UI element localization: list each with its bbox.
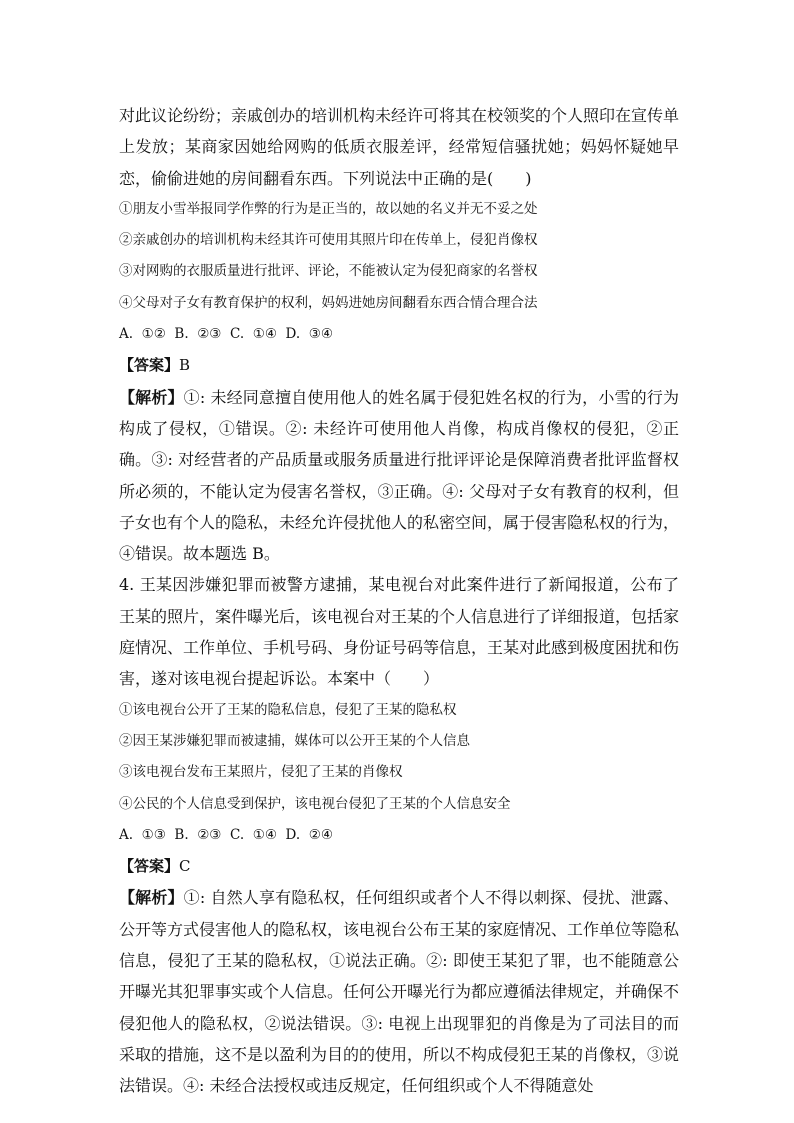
q3-answer — [119, 350, 679, 381]
q4-option-4: ④公民的个人信息受到保护，该电视台侵犯了王某的个人信息安全 — [119, 795, 511, 812]
q3-answer-label: 【答案】 — [119, 356, 180, 375]
q4-answer-label: 【答案】 — [119, 857, 180, 876]
q3-analysis — [119, 382, 679, 570]
q4-option-1: ①该电视台公开了王某的隐私信息，侵犯了王某的隐私权 — [119, 701, 457, 718]
q3-analysis-text: ①: 未经同意擅自使用他人的姓名属于侵犯姓名权的行为，小雪的行为构成了侵权，①错误。②: 未经许可使用他人肖像，构成肖像权的侵犯，②正确。③: 对经营者的产品质量或服务质量进行批评评论是保障消费者批评监督权所必须的，不能认定为侵害名誉权，③正确。④: 父母对子女有教育的权利，但子女也有个人的隐私，未经允许侵扰他人的私密空间，属于侵害隐私权的行为，④错误。故本题选 B。 — [119, 387, 680, 564]
q4-answer — [119, 851, 679, 882]
q4-answer-value: C — [179, 857, 191, 876]
q4-option-3: ③该电视台发布王某照片，侵犯了王某的肖像权 — [119, 764, 403, 781]
q3-option-2: ②亲戚创办的培训机构未经其许可使用其照片印在传单上，侵犯肖像权 — [119, 232, 538, 249]
q3-analysis-label: 【解析】 — [119, 387, 184, 407]
page-content — [119, 100, 679, 1102]
q3-answer-value: B — [179, 356, 191, 375]
q4-choices: A. ①③ B. ②③ C. ①④ D. ②④ — [119, 826, 333, 843]
q3-stem: 对此议论纷纷；亲戚创办的培训机构未经许可将其在校领奖的个人照印在宣传单上发放；某商家因她给网购的低质衣服差评，经常短信骚扰她；妈妈怀疑她早恋，偷偷进她的房间翻看东西。下列说法中正确的是( ) — [119, 106, 680, 188]
q4-stem: 4. 王某因涉嫌犯罪而被警方逮捕，某电视台对此案件进行了新闻报道，公布了王某的照片，案件曝光后，该电视台对王某的个人信息进行了详细报道，包括家庭情况、工作单位、手机号码、身份证号码等信息，王某对此感到极度困扰和伤害，遂对该电视台提起诉讼。本案中（ ） — [119, 575, 680, 689]
q4-analysis-text: ①: 自然人享有隐私权，任何组织或者个人不得以刺探、侵扰、泄露、公开等方式侵害他人的隐私权，该电视台公布王某的家庭情况、工作单位等隐私信息，侵犯了王某的隐私权，①说法正确。②: 即使王某犯了罪，也不能随意公开曝光其犯罪事实或个人信息。任何公开曝光行为都应遵循法律规定，并确保不侵犯他人的隐私权，②说法错误。③: 电视上出现罪犯的肖像是为了司法目的而采取的措施，这不是以盈利为目的的使用，所以不构成侵犯王某的肖像权，③说法错误。④: 未经合法授权或违反规定，任何组织或个人不得随意处 — [119, 888, 680, 1096]
q3-choices: A. ①② B. ②③ C. ①④ D. ③④ — [119, 326, 333, 343]
q4-option-2: ②因王某涉嫌犯罪而被逮捕，媒体可以公开王某的个人信息 — [119, 732, 470, 749]
q3-option-1: ①朋友小雪举报同学作弊的行为是正当的，故以她的名义并无不妥之处 — [119, 200, 538, 217]
q4-analysis-label: 【解析】 — [119, 888, 184, 908]
q3-option-3: ③对网购的衣服质量进行批评、评论，不能被认定为侵犯商家的名誉权 — [119, 263, 538, 280]
q4-analysis — [119, 882, 679, 1101]
q3-option-4: ④父母对子女有教育保护的权利，妈妈进她房间翻看东西合情合理合法 — [119, 294, 538, 311]
